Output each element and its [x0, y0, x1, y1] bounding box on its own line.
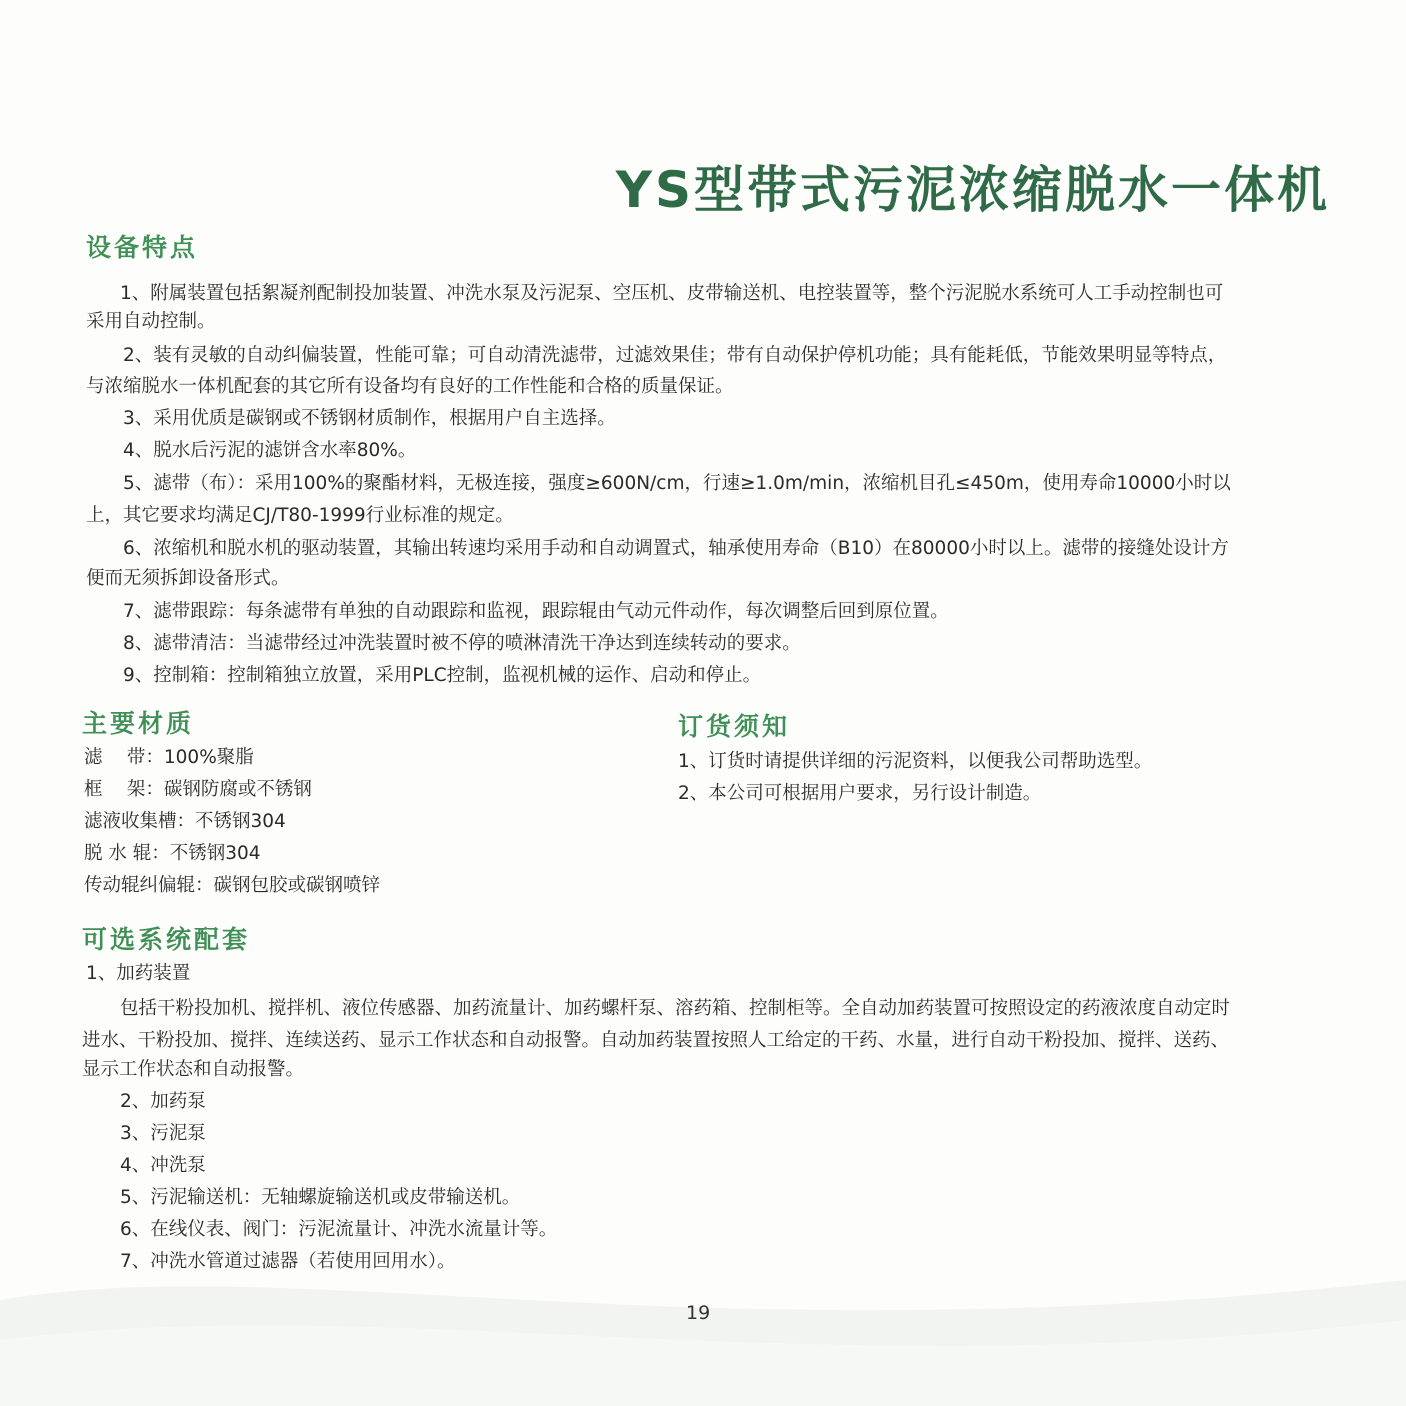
materials-line-1: 滤 带：100%聚脂: [84, 747, 254, 768]
optional-line-8: 5、污泥输送机：无轴螺旋输送机或皮带输送机。: [120, 1187, 521, 1208]
features-line-7: 5、滤带（布）：采用100%的聚酯材料，无极连接，强度≥600N/cm，行速≥1.0m/min，浓缩机目孔≤450m，使用寿命10000小时以: [123, 473, 1231, 494]
optional-heading: 可选系统配套: [82, 925, 251, 954]
features-line-12: 8、滤带清洁：当滤带经过冲洗装置时被不停的喷淋清洗干净达到连续转动的要求。: [123, 633, 801, 654]
optional-line-7: 4、冲洗泵: [120, 1155, 206, 1176]
materials-line-5: 传动辊纠偏辊：碳钢包胶或碳钢喷锌: [84, 875, 381, 896]
ordering-line-1: 1、订货时请提供详细的污泥资料，以便我公司帮助选型。: [678, 751, 1153, 772]
features-line-9: 6、浓缩机和脱水机的驱动装置，其输出转速均采用手动和自动调置式，轴承使用寿命（B10）在80000小时以上。滤带的接缝处设计方: [123, 538, 1229, 559]
features-line-11: 7、滤带跟踪：每条滤带有单独的自动跟踪和监视，跟踪辊由气动元件动作，每次调整后回到原位置。: [123, 601, 949, 622]
optional-line-9: 6、在线仪表、阀门：污泥流量计、冲洗水流量计等。: [120, 1219, 558, 1240]
features-line-13: 9、控制箱：控制箱独立放置，采用PLC控制，监视机械的运作、启动和停止。: [123, 665, 762, 686]
optional-line-6: 3、污泥泵: [120, 1123, 206, 1144]
optional-line-3: 进水、干粉投加、搅拌、连续送药、显示工作状态和自动报警。自动加药装置按照人工给定的干药、水量，进行自动干粉投加、搅拌、送药、: [82, 1030, 1230, 1051]
optional-line-1: 1、加药装置: [86, 963, 191, 984]
page-number: 19: [686, 1302, 711, 1324]
page-title: YS型带式污泥浓缩脱水一体机: [615, 161, 1330, 219]
materials-line-2: 框 架：碳钢防腐或不锈钢: [84, 779, 312, 800]
materials-line-4: 脱 水 辊：不锈钢304: [84, 843, 261, 864]
optional-line-10: 7、冲洗水管道过滤器（若使用回用水）。: [120, 1251, 456, 1272]
features-heading: 设备特点: [86, 233, 199, 262]
features-line-10: 便而无须拆卸设备形式。: [86, 568, 290, 589]
features-line-8: 上，其它要求均满足CJ/T80-1999行业标准的规定。: [86, 505, 514, 526]
optional-line-2: 包括干粉投加机、搅拌机、液位传感器、加药流量计、加药螺杆泵、溶药箱、控制柜等。全自动加药装置可按照设定的药液浓度自动定时: [120, 998, 1231, 1019]
features-line-3: 2、装有灵敏的自动纠偏装置，性能可靠；可自动清洗滤带，过滤效果佳；带有自动保护停机功能；具有能耗低，节能效果明显等特点，: [123, 345, 1227, 366]
optional-line-4: 显示工作状态和自动报警。: [82, 1059, 305, 1080]
materials-line-3: 滤液收集槽：不锈钢304: [84, 811, 286, 832]
features-line-2: 采用自动控制。: [86, 311, 216, 332]
optional-line-5: 2、加药泵: [120, 1091, 206, 1112]
materials-heading: 主要材质: [82, 709, 195, 738]
features-line-1: 1、附属装置包括絮凝剂配制投加装置、冲洗水泵及污泥泵、空压机、皮带输送机、电控装置等，整个污泥脱水系统可人工手动控制也可: [120, 283, 1224, 304]
ordering-line-2: 2、本公司可根据用户要求，另行设计制造。: [678, 783, 1042, 804]
features-line-5: 3、采用优质是碳钢或不锈钢材质制作，根据用户自主选择。: [123, 408, 616, 429]
features-line-6: 4、脱水后污泥的滤饼含水率80%。: [123, 440, 417, 461]
ordering-heading: 订货须知: [678, 712, 791, 741]
features-line-4: 与浓缩脱水一体机配套的其它所有设备均有良好的工作性能和合格的质量保证。: [86, 376, 734, 397]
